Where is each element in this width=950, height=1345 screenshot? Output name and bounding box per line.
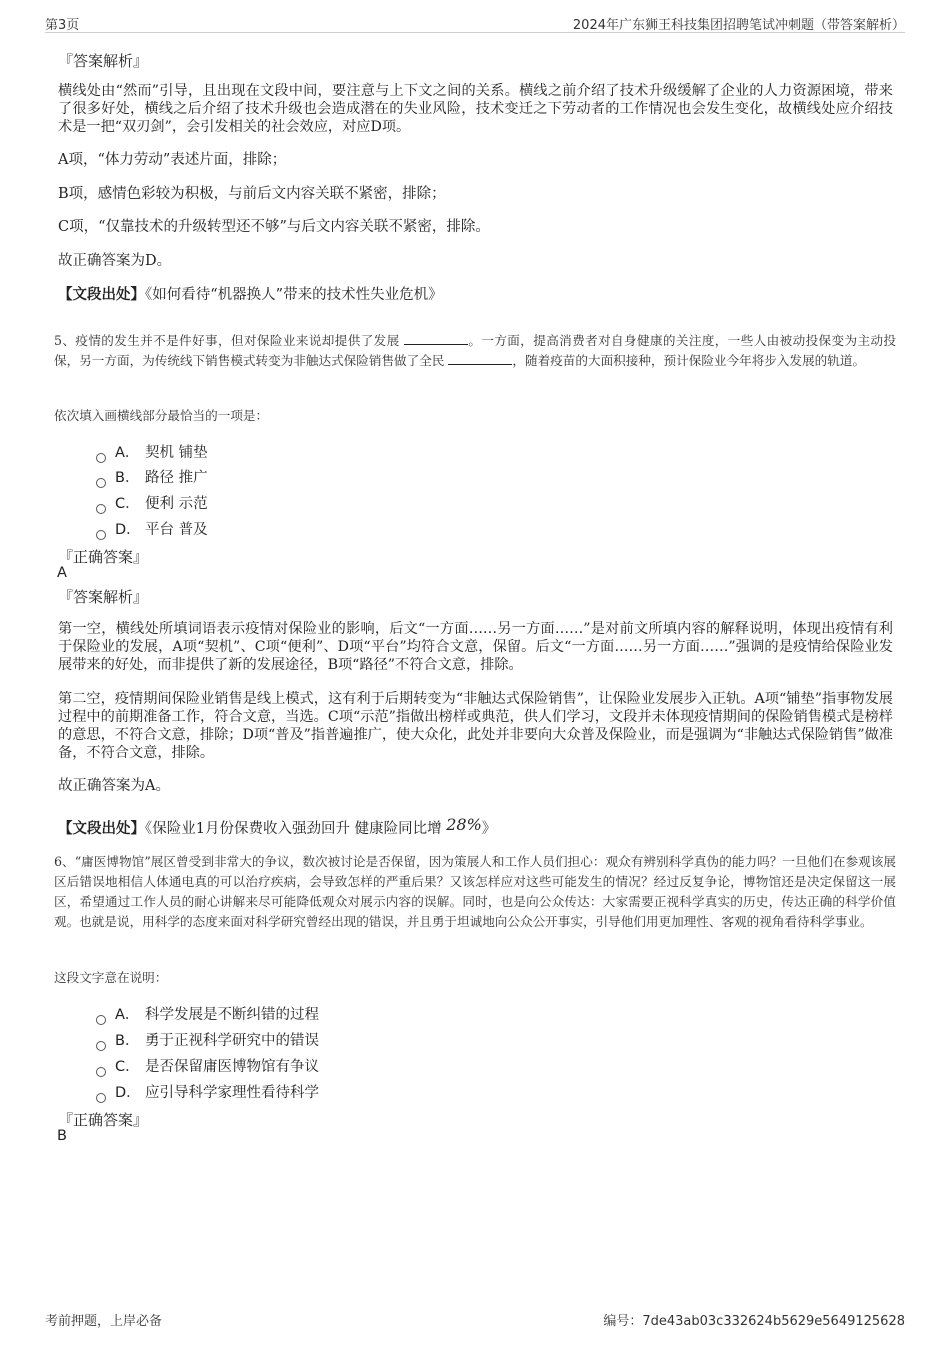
q4-source bbox=[58, 286, 443, 304]
q6-answer-label: 『正确答案』 bbox=[58, 1111, 149, 1129]
q5-source: 【文段出处】《保险业1月份保费收入强劲回升 健康险同比增 28%》 bbox=[58, 815, 497, 837]
q5-analysis-label: 『答案解析』 bbox=[58, 588, 149, 606]
q6-option-b[interactable]: B． 勇于正视科学研究中的错误 bbox=[96, 1029, 319, 1051]
footer-code: 编号：7de43ab03c332624b5629e5649125628 bbox=[603, 1314, 905, 1329]
q6-stem: 6、“庸医博物馆”展区曾受到非常大的争议，数次被讨论是否保留，因为策展人和工作人员们担心：观众有辨别科学真伪的能力吗？一旦他们在参观该展区后错误地相信人体通电真的可以治疗疾病，会导致怎样的严重后果？又该怎样应对这些可能发生的情况？经过反复争论，博物馆还是决定保留这一展区，希望通过工作人员的耐心讲解来尽可能降低观众对展示内容的误解。同时，也是向公众传达：大家需要正视科学真实的历史，传达正确的科学价值观。也就是说，用科学的态度来面对科学研究曾经出现的错误，并且勇于坦诚地向公众公开事实，引导他们用更加理性、客观的视角看待科学事业。 bbox=[54, 854, 896, 929]
q5-answer: A bbox=[57, 565, 67, 581]
q5-prompt: 依次填入画横线部分最恰当的一项是： bbox=[54, 408, 269, 423]
radio-icon[interactable] bbox=[96, 1015, 106, 1025]
q4-analysis-paragraph: 横线处由“然而”引导，且出现在文段中间，要注意与上下文之间的关系。横线之前介绍了技术升级缓解了企业的人力资源困境，带来了很多好处，横线之后介绍了技术升级也会造成潜在的失业风险，技术变迁之下劳动者的工作情况也会发生变化，故横线处应介绍技术是一把“双刃剑”，会引发相关的社会效应，对应D项。 bbox=[58, 83, 893, 135]
footer-slogan: 考前押题，上岸必备 bbox=[45, 1314, 163, 1329]
q4-source-label: 【文段出处】 bbox=[58, 286, 145, 303]
page-number: 第3页 bbox=[45, 18, 80, 33]
radio-icon[interactable] bbox=[96, 1093, 106, 1103]
q5-source-text: 《保险业1月份保费收入强劲回升 健康险同比增 bbox=[145, 821, 442, 837]
q5-blank-2 bbox=[448, 352, 512, 365]
q5-blank-1 bbox=[404, 332, 468, 345]
radio-icon[interactable] bbox=[96, 1067, 106, 1077]
radio-icon[interactable] bbox=[96, 478, 106, 488]
q5-source-label: 【文段出处】 bbox=[58, 820, 145, 837]
q5-number: 5、 bbox=[54, 333, 76, 348]
q5-option-a[interactable]: A． 契机 铺垫 bbox=[96, 441, 208, 463]
q4-analysis-b: B项，感情色彩较为积极，与前后文内容关联不紧密，排除； bbox=[58, 186, 446, 202]
q5-answer-label: 『正确答案』 bbox=[58, 548, 149, 566]
document-title: 2024年广东狮王科技集团招聘笔试冲刺题（带答案解析） bbox=[572, 18, 905, 33]
q5-analysis-p2: 第二空，疫情期间保险业销售是线上模式，这有利于后期转变为“非触达式保险销售”，让保险业发展步入正轨。A项“铺垫”指事物发展过程中的前期准备工作，符合文意，当选。C项“示范”指做出榜样或典范，供人们学习，文段并未体现疫情期间的保险销售模式是榜样的意思，不符合文意，排除；D项“普及”指普遍推广，使大众化，此处并非要向大众普及保险业，而是强调为“非触达式保险销售”做准备，不符合文意，排除。 bbox=[58, 691, 893, 761]
q5-conclusion: 故正确答案为A。 bbox=[58, 778, 170, 794]
q4-analysis-a: A项，“体力劳动”表述片面，排除； bbox=[58, 152, 287, 168]
q4-analysis-c: C项，“仅靠技术的升级转型还不够”与后文内容关联不紧密，排除。 bbox=[58, 219, 490, 235]
q5-option-c[interactable]: C． 便利 示范 bbox=[96, 492, 208, 514]
q4-analysis-label: 『答案解析』 bbox=[58, 52, 149, 70]
q5-option-d[interactable]: D． 平台 普及 bbox=[96, 518, 208, 540]
q6-option-c[interactable]: C． 是否保留庸医博物馆有争议 bbox=[96, 1055, 319, 1077]
q5-source-percent: 28% bbox=[446, 815, 482, 834]
q5-option-b[interactable]: B． 路径 推广 bbox=[96, 466, 208, 488]
q6-number: 6、 bbox=[54, 854, 75, 869]
q6-answer: B bbox=[57, 1128, 67, 1144]
radio-icon[interactable] bbox=[96, 504, 106, 514]
q6-prompt: 这段文字意在说明： bbox=[54, 970, 168, 985]
q4-source-text: 《如何看待“机器换人”带来的技术性失业危机》 bbox=[145, 287, 443, 303]
radio-icon[interactable] bbox=[96, 530, 106, 540]
radio-icon[interactable] bbox=[96, 453, 106, 463]
page-header bbox=[45, 12, 905, 33]
radio-icon[interactable] bbox=[96, 1041, 106, 1051]
q5-analysis-p1: 第一空，横线处所填词语表示疫情对保险业的影响，后文“一方面……另一方面……”是对前文所填内容的解释说明，体现出疫情有利于保险业的发展，A项“契机”、C项“便利”、D项“平台”均符合文意，保留。后文“一方面……另一方面……”强调的是疫情给保险业发展带来的好处，而非提供了新的发展途径，B项“路径”不符合文意，排除。 bbox=[58, 621, 893, 673]
q6-option-d[interactable]: D． 应引导科学家理性看待科学 bbox=[96, 1081, 319, 1103]
q4-conclusion: 故正确答案为D。 bbox=[58, 253, 172, 269]
q6-option-a[interactable]: A． 科学发展是不断纠错的过程 bbox=[96, 1003, 319, 1025]
q5-stem: 5、疫情的发生并不是件好事，但对保险业来说却提供了发展 。一方面，提高消费者对自身健康的关注度，一些人由被动投保变为主动投保，另一方面，为传统线下销售模式转变为非触达式保险销售做了全民 ，随着疫苗的大面积接种，预计保险业今年将步入发展的轨道。 bbox=[54, 333, 897, 368]
